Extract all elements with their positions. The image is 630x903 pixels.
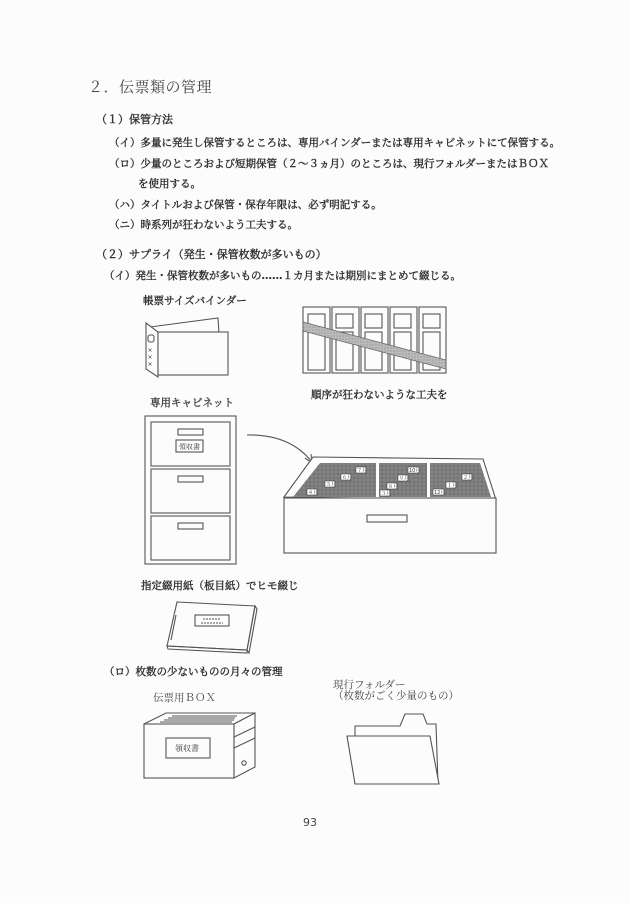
folder-caption bbox=[333, 680, 459, 702]
item-marker: （ロ） bbox=[104, 666, 136, 678]
item-text: 時系列が狂わないよう工夫する。 bbox=[140, 219, 298, 231]
list-item-continuation: を使用する。 bbox=[138, 178, 201, 190]
bound-paper-stack-illustration bbox=[165, 600, 260, 655]
folder-caption-line2: （枚数がごく少量のもの） bbox=[333, 690, 459, 702]
section-title: ２．伝票類の管理 bbox=[88, 78, 213, 96]
item-text: タイトルおよび保管・保存年限は、必ず明記する。 bbox=[140, 199, 382, 211]
svg-text:×: × bbox=[147, 354, 153, 361]
svg-text:８月: ８月 bbox=[388, 484, 399, 490]
box-label: 領収書 bbox=[175, 744, 199, 753]
open-drawer-illustration bbox=[283, 455, 498, 555]
list-item bbox=[109, 197, 382, 212]
svg-text:４月: ４月 bbox=[308, 490, 319, 496]
bound-caption: 指定綴用紙（板目紙）でヒモ綴じ bbox=[141, 580, 299, 592]
list-item bbox=[109, 135, 560, 150]
item-text: 枚数の少ないものの月々の管理 bbox=[135, 666, 283, 678]
svg-text:２月: ２月 bbox=[463, 475, 474, 481]
item-marker: （イ） bbox=[109, 137, 141, 149]
subsection-heading-supply: （２）サプライ（発生・保管枚数が多いもの） bbox=[96, 248, 327, 261]
binders-order-stripe-illustration bbox=[303, 305, 453, 375]
folder-caption-line1: 現行フォルダー bbox=[333, 679, 406, 691]
list-item bbox=[104, 268, 461, 283]
svg-text:×: × bbox=[147, 361, 153, 368]
svg-text:９月: ９月 bbox=[399, 476, 410, 482]
item-marker: （ニ） bbox=[109, 219, 141, 231]
item-text: 多量に発生し保管するところは、専用バインダーまたは専用キャビネットにて保管する。 bbox=[140, 137, 561, 149]
list-item bbox=[104, 664, 283, 679]
binder-illustration bbox=[145, 315, 235, 380]
svg-text:７月: ７月 bbox=[357, 468, 368, 474]
svg-text:５月: ５月 bbox=[326, 482, 337, 488]
svg-text:６月: ６月 bbox=[342, 475, 353, 481]
svg-text:１月: １月 bbox=[447, 483, 458, 489]
svg-text:×: × bbox=[147, 347, 153, 354]
cabinet-illustration bbox=[145, 416, 240, 566]
item-marker: （ロ） bbox=[109, 158, 141, 170]
item-marker: （イ） bbox=[104, 270, 136, 282]
svg-text:12月: 12月 bbox=[434, 490, 446, 496]
subsection-heading-storage-method: （１）保管方法 bbox=[96, 113, 173, 126]
folder-illustration bbox=[345, 712, 445, 787]
voucher-box-illustration bbox=[142, 711, 257, 781]
page-number: 93 bbox=[303, 816, 317, 829]
item-text: 少量のところおよび短期保管（２～３ヵ月）のところは、現行フォルダーまたはＢＯＸ bbox=[140, 158, 550, 170]
order-caption: 順序が狂わないような工夫を bbox=[311, 389, 448, 401]
box-caption: 伝票用ＢＯＸ bbox=[153, 692, 216, 704]
item-text: 発生・保管枚数が多いもの……１カ月または期別にまとめて綴じる。 bbox=[135, 270, 461, 282]
item-marker: （ハ） bbox=[109, 199, 141, 211]
cabinet-label: 領収書 bbox=[179, 443, 200, 451]
svg-text:10月: 10月 bbox=[409, 468, 421, 474]
binder-caption: 帳票サイズバインダー bbox=[143, 295, 247, 307]
list-item bbox=[109, 217, 298, 232]
list-item bbox=[109, 156, 549, 171]
svg-text:３月: ３月 bbox=[381, 491, 392, 497]
cabinet-caption: 専用キャビネット bbox=[150, 397, 234, 409]
